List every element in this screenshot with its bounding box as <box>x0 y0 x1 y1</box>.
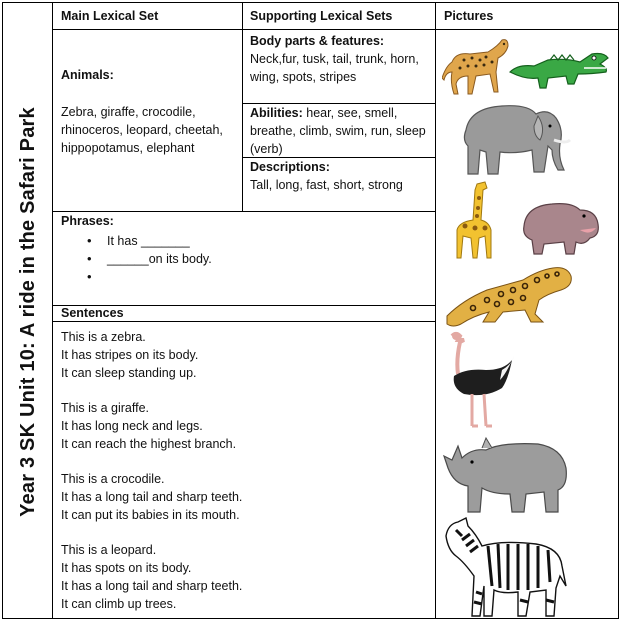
phrases-label: Phrases: <box>61 214 114 228</box>
phrase-item: • ______on its body. <box>61 250 431 268</box>
divider <box>435 2 436 619</box>
leopard-picture <box>443 260 577 332</box>
sentence: This is a crocodile. <box>61 472 165 486</box>
header-main-lexical-set: Main Lexical Set <box>61 9 159 23</box>
divider <box>52 211 435 212</box>
sentence: It can put its babies in its mouth. <box>61 508 240 522</box>
sentence: This is a zebra. <box>61 330 146 344</box>
descriptions-text: Tall, long, fast, short, strong <box>250 178 403 192</box>
sentence-group-crocodile <box>61 470 431 524</box>
phrase-item: • It has _______ <box>61 232 431 250</box>
hippopotamus-picture <box>518 196 602 260</box>
sentence: This is a giraffe. <box>61 401 150 415</box>
animals-label: Animals: <box>61 68 114 82</box>
header-supporting-lexical-sets: Supporting Lexical Sets <box>250 9 393 23</box>
animals-list: Zebra, giraffe, crocodile, rhinoceros, leopard, cheetah, hippopotamus, elephant <box>61 105 223 155</box>
sentence: It has long neck and legs. <box>61 419 203 433</box>
ostrich-picture <box>446 330 516 430</box>
sentence: It can reach the highest branch. <box>61 437 237 451</box>
sentence-group-leopard <box>61 541 431 613</box>
abilities-section <box>250 104 432 158</box>
sentences-block <box>61 328 431 630</box>
body-parts-label: Body parts & features: <box>250 34 385 48</box>
divider <box>52 321 435 322</box>
body-parts-text: Neck,fur, tusk, tail, trunk, horn, wing, spots, stripes <box>250 52 419 84</box>
descriptions-section <box>250 158 432 194</box>
zebra-picture <box>442 516 568 618</box>
divider <box>242 2 243 211</box>
elephant-picture <box>456 100 576 180</box>
divider <box>52 29 435 30</box>
sentence: It has a long tail and sharp teeth. <box>61 579 243 593</box>
sentence-group-giraffe <box>61 399 431 453</box>
sentence: It can climb up trees. <box>61 597 177 611</box>
divider <box>435 29 619 30</box>
sentence-group-zebra <box>61 328 431 382</box>
header-pictures: Pictures <box>444 9 494 23</box>
abilities-text: hear, see, smell, breathe, climb, swim, run, sleep (verb) <box>250 106 426 156</box>
sentences-label: Sentences <box>61 306 124 320</box>
abilities-label: Abilities: <box>250 106 303 120</box>
phrase-item <box>61 268 431 286</box>
unit-title: Year 3 SK Unit 10: A ride in the Safari Park <box>17 107 39 517</box>
sentence: It has stripes on its body. <box>61 348 199 362</box>
cheetah-picture <box>442 32 512 100</box>
sentence: It can sleep standing up. <box>61 366 197 380</box>
divider <box>52 2 53 619</box>
sentence: This is a leopard. <box>61 543 157 557</box>
body-parts-section <box>250 32 432 86</box>
giraffe-picture <box>447 180 499 260</box>
rhinoceros-picture <box>442 428 572 518</box>
phrases-list <box>61 232 431 286</box>
sentence: It has a long tail and sharp teeth. <box>61 490 243 504</box>
sentence: It has spots on its body. <box>61 561 192 575</box>
descriptions-label: Descriptions: <box>250 160 330 174</box>
crocodile-picture <box>508 40 612 96</box>
